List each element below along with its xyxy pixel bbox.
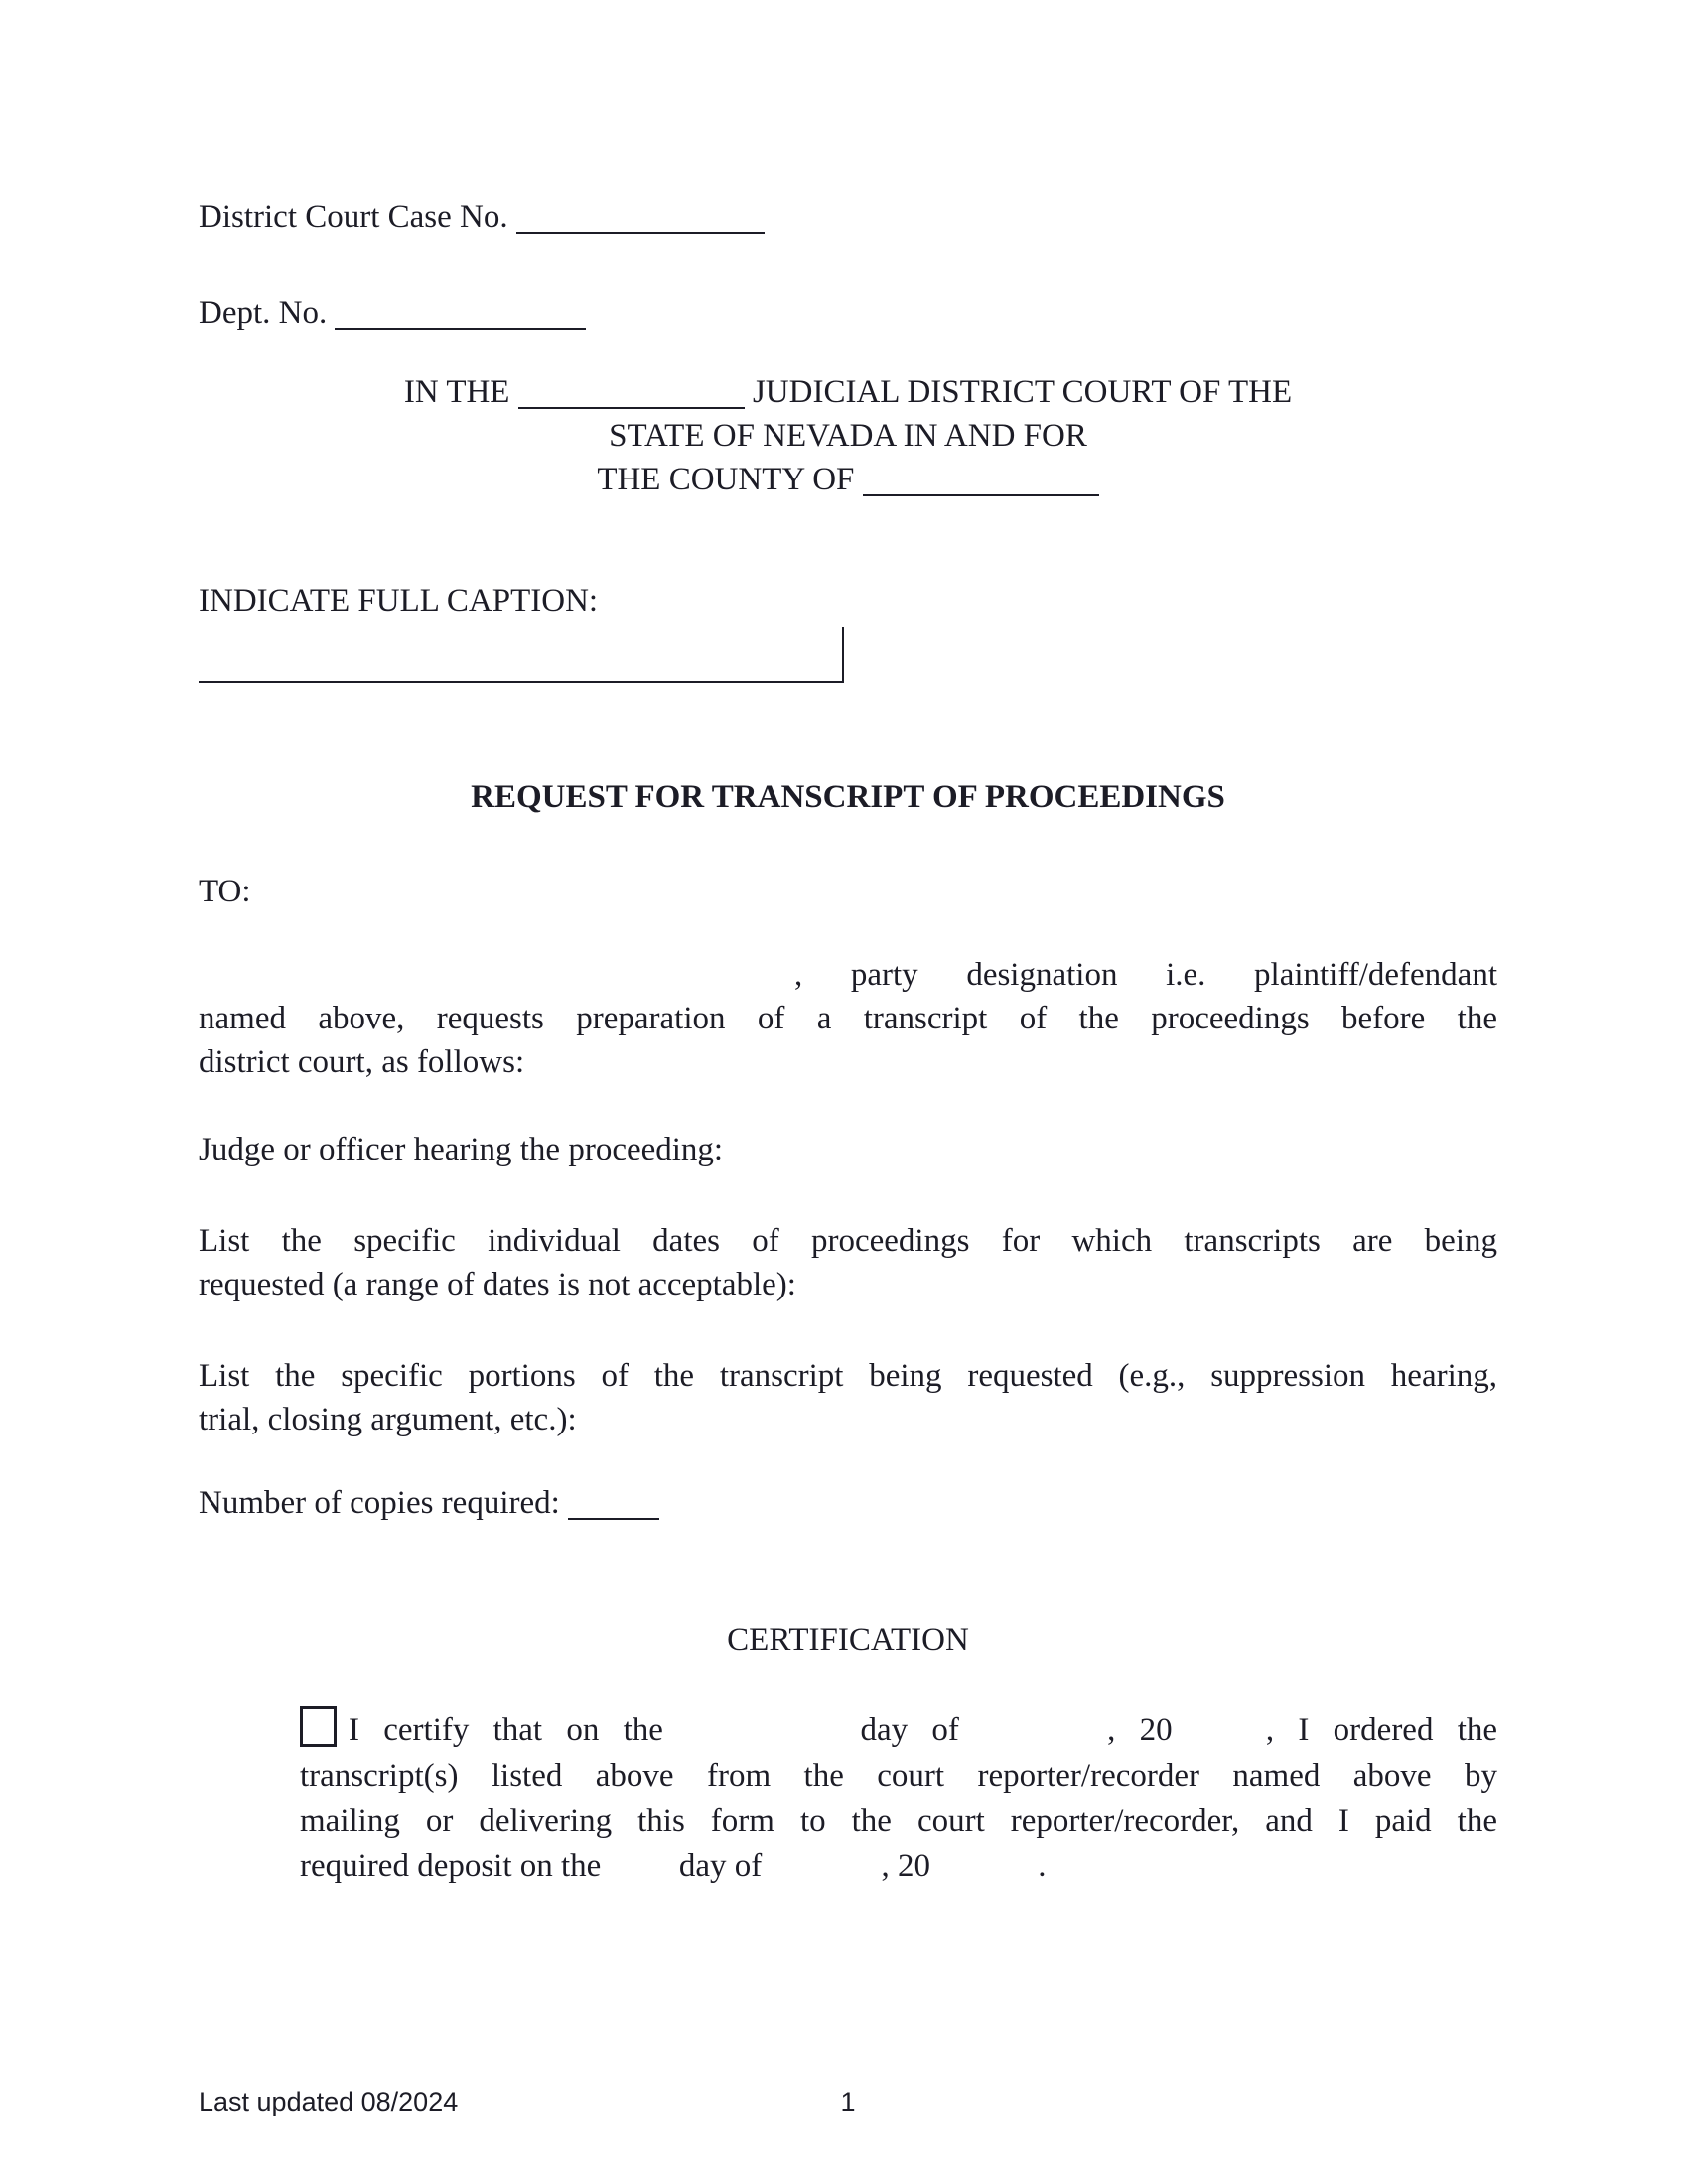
cert-line1-b: day of — [860, 1711, 959, 1748]
dept-number-label: Dept. No. — [199, 294, 328, 331]
case-number-row — [199, 197, 1497, 240]
certification-paragraph — [300, 1706, 1497, 1890]
judicial-district-blank[interactable] — [518, 379, 745, 409]
order-month-blank[interactable] — [983, 1730, 1107, 1740]
certify-checkbox[interactable] — [300, 1706, 337, 1747]
court-line1-pre: IN THE — [403, 373, 510, 410]
portions-line-2: trial, closing argument, etc.): — [199, 1401, 577, 1437]
copies-label: Number of copies required: — [199, 1484, 560, 1521]
court-heading-line-2: STATE OF NEVADA IN AND FOR — [609, 417, 1087, 454]
court-line3-pre: THE COUNTY OF — [597, 461, 855, 497]
certification-line-2: transcript(s) listed above from the court reporter/recorder named above by — [300, 1757, 1497, 1794]
dept-number-row — [199, 292, 1497, 336]
certification-line-4 — [300, 1844, 1497, 1890]
county-blank[interactable] — [863, 467, 1099, 496]
court-heading-line-3 — [199, 459, 1497, 502]
cert-line4-a: required deposit on the — [300, 1848, 602, 1885]
deposit-day-blank[interactable] — [610, 1866, 671, 1876]
request-line-1-text: , party designation i.e. plaintiff/defendant — [794, 956, 1497, 993]
portions-paragraph — [199, 1355, 1497, 1442]
certification-line-1 — [300, 1706, 1497, 1754]
court-heading — [199, 371, 1497, 502]
request-line-2: named above, requests preparation of a transcript of the proceedings before the — [199, 1000, 1497, 1036]
dates-paragraph — [199, 1220, 1497, 1307]
caption-label: INDICATE FULL CAPTION: — [199, 582, 599, 618]
cert-line1-c: , 20 — [1107, 1711, 1173, 1748]
page-footer — [199, 2085, 1497, 2124]
copies-blank[interactable] — [568, 1490, 659, 1520]
dates-line-1: List the specific individual dates of proceedings for which transcripts are being — [199, 1222, 1497, 1259]
cert-line4-c: , 20 — [881, 1848, 930, 1885]
request-paragraph — [199, 954, 1497, 1085]
deposit-month-blank[interactable] — [770, 1866, 881, 1876]
cert-line4-d: . — [1038, 1848, 1047, 1885]
case-number-label: District Court Case No. — [199, 200, 508, 235]
cert-line1-d: , I ordered the — [1265, 1711, 1498, 1748]
order-year-blank[interactable] — [1196, 1730, 1266, 1740]
cert-line1-a: I certify that on the — [349, 1711, 663, 1748]
request-line-3: district court, as follows: — [199, 1043, 525, 1080]
court-heading-line-1 — [199, 371, 1497, 415]
cert-line4-b: day of — [678, 1848, 763, 1885]
judge-label: Judge or officer hearing the proceeding: — [199, 1131, 724, 1167]
party-name-blank[interactable] — [199, 975, 794, 985]
caption-box[interactable] — [199, 627, 844, 683]
deposit-year-blank[interactable] — [938, 1866, 1038, 1876]
to-label: TO: — [199, 873, 251, 909]
certification-line-3: mailing or delivering this form to the court reporter/recorder, and I paid the — [300, 1803, 1497, 1840]
copies-row — [199, 1482, 1497, 1526]
order-day-blank[interactable] — [687, 1730, 836, 1740]
portions-line-1: List the specific portions of the transcript being requested (e.g., suppression hearing, — [199, 1357, 1497, 1394]
document-title: REQUEST FOR TRANSCRIPT OF PROCEEDINGS — [471, 778, 1225, 815]
page-number: 1 — [840, 2087, 856, 2116]
last-updated-text: Last updated 08/2024 — [199, 2087, 459, 2116]
dept-number-blank[interactable] — [335, 300, 586, 330]
court-line1-post: JUDICIAL DISTRICT COURT OF THE — [752, 373, 1293, 410]
case-number-blank[interactable] — [516, 205, 765, 234]
certification-heading: CERTIFICATION — [727, 1621, 969, 1658]
dates-line-2: requested (a range of dates is not acceptable): — [199, 1266, 796, 1302]
request-line-1 — [199, 954, 1497, 998]
